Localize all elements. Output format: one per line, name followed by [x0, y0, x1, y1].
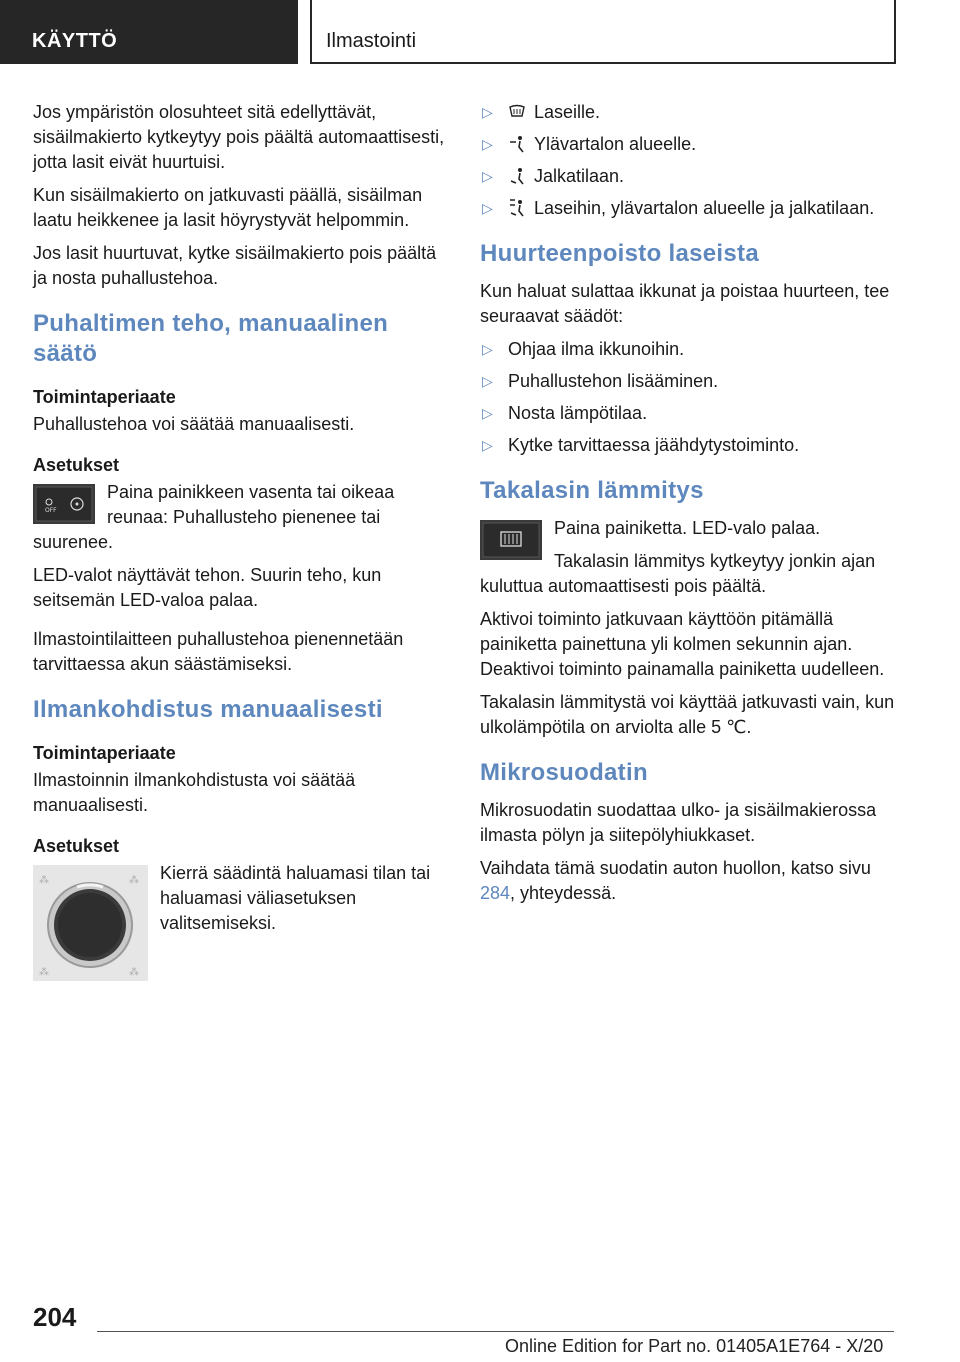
list-item: [480, 433, 896, 458]
microfilter-text-1: Mikrosuodatin suodattaa ulko- ja sisäilmakierossa ilmasta pölyn ja siitepölyhiukkaset.: [480, 800, 877, 845]
distribution-heading: Ilmankohdistus manuaalisesti: [33, 696, 383, 723]
svg-text:⁂: ⁂: [39, 967, 49, 978]
svg-text:⁂: ⁂: [129, 967, 139, 978]
list-item-text: Ohjaa ilma ikkunoihin.: [508, 339, 685, 359]
blower-principle-text: Puhallustehoa voi säätää manuaalisesti.: [33, 414, 355, 434]
distribution-settings-title: Asetukset: [33, 836, 120, 856]
blower-principle-title: Toimintaperiaate: [33, 387, 176, 407]
vent-item-label: Laseihin, ylävartalon alueelle ja jalkatilaan.: [534, 198, 875, 218]
page-number: 204: [33, 1302, 77, 1332]
vent-list: [480, 100, 896, 221]
list-item: [480, 401, 896, 426]
list-item: [480, 196, 896, 221]
distribution-settings-text: Kierrä säädintä haluamasi tilan tai haluamasi väliasetuksen valitsemiseksi.: [160, 863, 431, 933]
list-item-text: Puhallustehon lisääminen.: [508, 371, 719, 391]
triangle-bullet-icon: ▷: [482, 341, 493, 357]
list-item-text: Kytke tarvittaessa jäähdytystoiminto.: [508, 435, 800, 455]
list-item: [480, 369, 896, 394]
list-item: [480, 164, 896, 189]
list-item: [480, 100, 896, 125]
triangle-bullet-icon: ▷: [482, 437, 493, 453]
upper-body-vent-icon: [508, 135, 526, 153]
blower-leds-text: LED-valot näyttävät tehon. Suurin teho, kun seitsemän LED-valoa palaa.: [33, 565, 382, 610]
chapter-title: Ilmastointi: [310, 0, 896, 64]
list-item: [480, 337, 896, 362]
intro-paragraph-2: Kun sisäilmakierto on jatkuvasti päällä, sisäilman laatu heikkenee ja lasit höyrystyvät helpommin.: [33, 185, 423, 230]
triangle-bullet-icon: ▷: [482, 136, 493, 152]
list-item: [480, 132, 896, 157]
rear-heating-text-4: Takalasin lämmitystä voi käyttää jatkuvasti vain, kun ulkolämpötila on arviolta alle 5 ℃.: [480, 692, 895, 737]
rear-heating-text-3: Aktivoi toiminto jatkuvaan käyttöön pitämällä painiketta painettuna yli kolmen sekunnin ajan. Deaktivoi toiminto painamalla painiketta uudelleen.: [480, 609, 885, 679]
intro-paragraph-3: Jos lasit huurtuvat, kytke sisäilmakierto pois päältä ja nosta puhallustehoa.: [33, 243, 437, 288]
triangle-bullet-icon: ▷: [482, 168, 493, 184]
microfilter-text-2: [480, 856, 896, 906]
defrost-list: [480, 337, 896, 458]
blower-heading: Puhaltimen teho, manuaalinen säätö: [33, 310, 389, 367]
list-item-text: Nosta lämpötilaa.: [508, 403, 648, 423]
footer-divider: [97, 1331, 894, 1332]
vent-item-label: Ylävartalon alueelle.: [534, 134, 697, 154]
windshield-vent-icon: [508, 103, 526, 121]
off-label: OFF: [45, 507, 57, 514]
page-link[interactable]: 284: [480, 883, 511, 903]
vent-item-label: Jalkatilaan.: [534, 166, 625, 186]
triangle-bullet-icon: ▷: [482, 104, 493, 120]
microfilter-text-before: Vaihdata tämä suodatin auton huollon, katso sivu: [480, 858, 871, 878]
blower-settings-text: Paina painikkeen vasenta tai oikeaa reunaa: Puhallusteho pienenee tai suurenee.: [33, 482, 395, 552]
triangle-bullet-icon: ▷: [482, 405, 493, 421]
rear-heating-heading: Takalasin lämmitys: [480, 477, 704, 504]
distribution-principle-title: Toimintaperiaate: [33, 743, 176, 763]
triangle-bullet-icon: ▷: [482, 373, 493, 389]
blower-reduce-text: Ilmastointilaitteen puhallustehoa pienennetään tarvittaessa akun säästämiseksi.: [33, 629, 404, 674]
all-zones-vent-icon: [508, 199, 526, 217]
section-tab: KÄYTTÖ: [0, 0, 298, 64]
distribution-principle-text: Ilmastoinnin ilmankohdistusta voi säätää manuaalisesti.: [33, 770, 356, 815]
vent-item-label: Laseille.: [534, 102, 601, 122]
left-column: [33, 100, 449, 987]
triangle-bullet-icon: ▷: [482, 200, 493, 216]
blower-settings-title: Asetukset: [33, 455, 120, 475]
footer-edition: Online Edition for Part no. 01405A1E764 - X/20: [505, 1336, 884, 1356]
rear-defrost-button-image: [480, 520, 542, 560]
defrost-text: Kun haluat sulattaa ikkunat ja poistaa huurteen, tee seuraavat säädöt:: [480, 281, 890, 326]
microfilter-text-after: , yhteydessä.: [510, 883, 617, 903]
intro-paragraph-1: Jos ympäristön olosuhteet sitä edellyttävät, sisäilmakierto kytkeytyy pois päältä automaattisesti, jotta lasit eivät huurtuisi.: [33, 102, 445, 172]
rear-heating-text-2: Takalasin lämmitys kytkeytyy jonkin ajan kuluttua automaattisesti pois päältä.: [480, 551, 876, 596]
defrost-heading: Huurteenpoisto laseista: [480, 240, 759, 267]
blower-button-image: [33, 484, 95, 524]
svg-text:⁂: ⁂: [129, 875, 139, 886]
right-column: [480, 100, 896, 914]
distribution-knob-image: [33, 865, 148, 981]
microfilter-heading: Mikrosuodatin: [480, 759, 648, 786]
footwell-vent-icon: [508, 167, 526, 185]
svg-text:⁂: ⁂: [39, 875, 49, 886]
rear-heating-text-1: Paina painiketta. LED-valo palaa.: [554, 518, 821, 538]
